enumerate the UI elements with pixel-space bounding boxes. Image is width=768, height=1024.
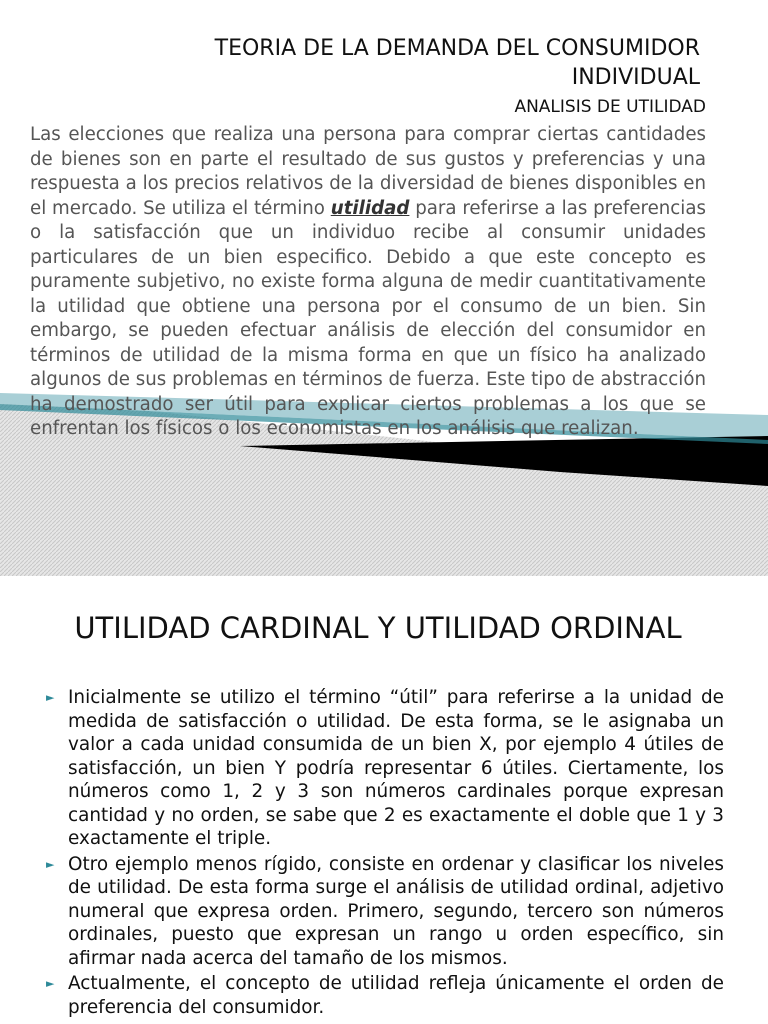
triangle-bullet-icon: ► xyxy=(46,691,55,704)
slide-1-body xyxy=(30,123,706,442)
body-text: Las elecciones que realiza una persona para comprar ciertas cantidades de bienes son en parte el resultado de sus gustos y preferencias y una respuesta a los precios relativos de la diversidad de bienes disponibles en el mercado. Se utiliza el término xyxy=(30,124,706,219)
list-item xyxy=(44,686,724,851)
slide-1-subtitle: ANALISIS DE UTILIDAD xyxy=(514,97,706,117)
bullet-list xyxy=(44,686,724,1021)
list-item-text: Inicialmente se utilizo el término “útil” para referirse a la unidad de medida de satisfacción o utilidad. De esta forma, se le asignaba un valor a cada unidad consumida de un bien X, por ejemplo 4 útiles de satisfacción, un bien Y podría representar 6 útiles. Ciertamente, los números como 1, 2 y 3 son números cardinales porque expresan cantidad y no orden, se sabe que 2 es exactamente el doble que 1 y 3 exactamente el triple. xyxy=(68,687,724,849)
triangle-bullet-icon: ► xyxy=(46,857,55,871)
list-item xyxy=(44,972,724,1019)
triangle-bullet-icon: ► xyxy=(46,977,55,990)
list-item-text: Otro ejemplo menos rígido, consiste en ordenar y clasificar los niveles de utilidad. De esta forma surge el análisis de utilidad ordinal, adjetivo numeral que expresa orden. Primero, segundo, tercero son números ordinales, puesto que expresan un rango u orden específico, sin afirmar nada acerca del tamaño de los mismos. xyxy=(68,853,724,969)
term-utilidad: utilidad xyxy=(330,197,410,219)
slide-2 xyxy=(0,576,768,1024)
list-item-text: Actualmente, el concepto de utilidad refleja únicamente el orden de preferencia del consumidor. xyxy=(68,973,724,1018)
slide-2-title: UTILIDAD CARDINAL Y UTILIDAD ORDINAL xyxy=(74,611,682,645)
slide-1-title: TEORIA DE LA DEMANDA DEL CONSUMIDOR INDIVIDUAL xyxy=(214,36,700,90)
list-item xyxy=(44,853,724,971)
body-text-continued: para referirse a las preferencias o la satisfacción que un individuo recibe al consumir unidades particulares de un bien especifico. Debido a que este concepto es puramente subjetivo, no existe forma alguna de medir cuantitativamente la utilidad que obtiene una persona por el consumo de un bien. Sin embargo, se pueden efectuar análisis de elección del consumidor en términos de utilidad de la misma forma en que un físico ha analizado algunos de sus problemas en términos de fuerza. Este tipo de abstracción ha demostrado ser útil para explicar ciertos problemas a los que se enfrentan los físicos o los economistas en los análisis que realizan. xyxy=(30,197,706,439)
